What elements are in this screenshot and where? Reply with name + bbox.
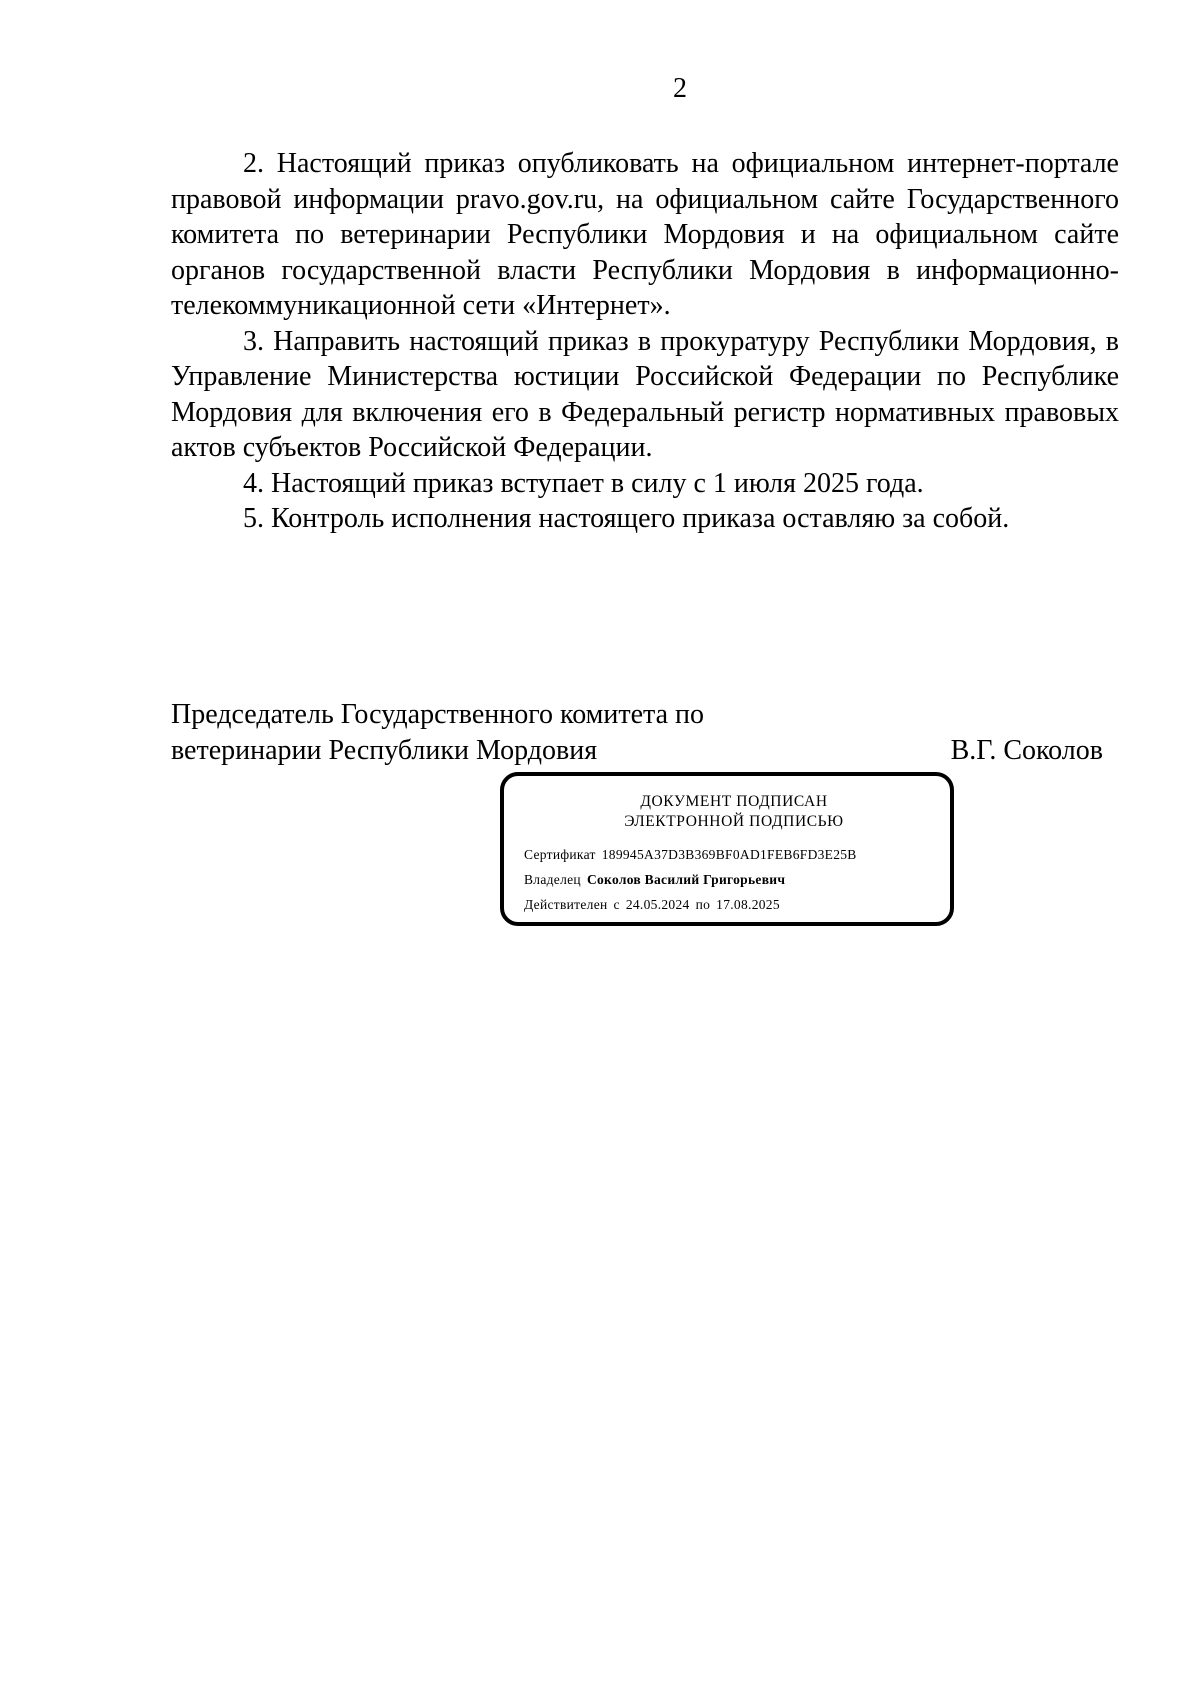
paragraph-control: 5. Контроль исполнения настоящего приказа оставляю за собой. xyxy=(243,503,1010,534)
stamp-owner-label: Владелец xyxy=(524,872,581,887)
stamp-valid-to-label: по xyxy=(695,897,711,912)
stamp-valid-from: 24.05.2024 xyxy=(625,897,690,912)
signature-block xyxy=(171,697,1119,769)
stamp-valid-to: 17.08.2025 xyxy=(716,897,780,912)
stamp-owner-value: Соколов Василий Григорьевич xyxy=(586,872,786,887)
page-number: 2 xyxy=(673,73,687,104)
stamp-owner-row xyxy=(524,867,930,892)
stamp-certificate-row xyxy=(524,842,930,867)
stamp-title-line-1: ДОКУМЕНТ ПОДПИСАН xyxy=(640,793,828,810)
stamp-valid-label: Действителен xyxy=(524,897,608,912)
order-body xyxy=(171,146,1119,537)
paragraph-publication: 2. Настоящий приказ опубликовать на официальном интернет-портале правовой информации pravo.gov.ru, на официальном сайте Государственного комитета по ветеринарии Республики Мордовия и на официальном сайте органов государственной власти Республики Мордовия в информационно-телекоммуникационной сети «Интернет». xyxy=(171,148,1119,321)
signature-position-line-1 xyxy=(171,697,1119,733)
paragraph-effective-date: 4. Настоящий приказ вступает в силу с 1 июля 2025 года. xyxy=(243,467,924,499)
stamp-valid-from-label: с xyxy=(613,897,620,912)
stamp-details xyxy=(524,842,930,917)
stamp-certificate-label: Сертификат xyxy=(524,847,596,862)
signature-position-text-2: ветеринарии Республики Мордовия xyxy=(171,735,598,766)
signature-position-text-1: Председатель Государственного комитета по xyxy=(171,699,705,730)
signatory-name: В.Г. Соколов xyxy=(950,735,1103,766)
stamp-validity-row xyxy=(524,892,930,917)
signature-position-line-2 xyxy=(171,733,1119,769)
paragraph-registration: 3. Направить настоящий приказ в прокуратуру Республики Мордовия, в Управление Министерства юстиции Российской Федерации по Республике Мордовия для включения его в Федеральный регистр нормативных правовых актов субъектов Российской Федерации. xyxy=(171,325,1119,463)
stamp-title-line-2: ЭЛЕКТРОННОЙ ПОДПИСЬЮ xyxy=(624,813,844,830)
electronic-signature-stamp xyxy=(500,772,954,926)
stamp-certificate-value: 189945A37D3B369BF0AD1FEB6FD3E25B xyxy=(601,847,857,862)
